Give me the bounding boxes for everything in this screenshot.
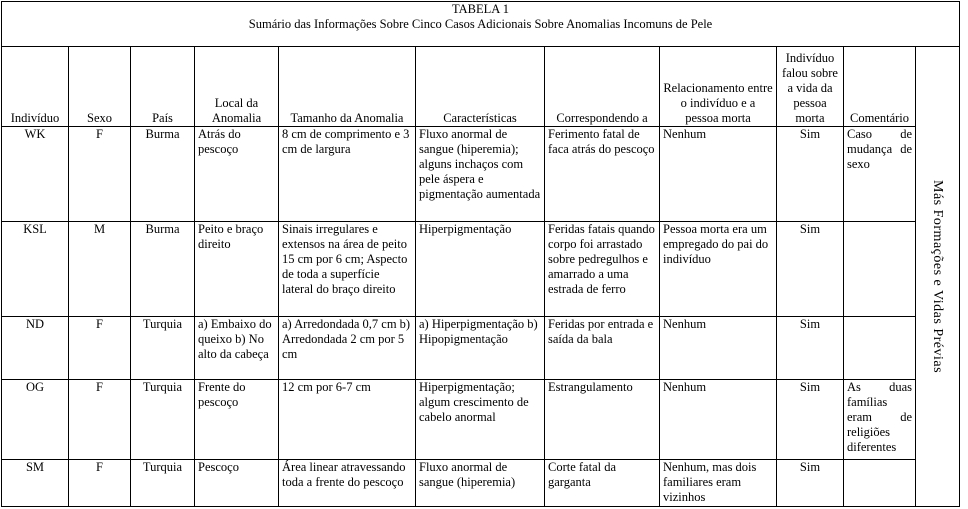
cell-individuo: OG xyxy=(2,380,69,460)
table-subtitle: Sumário das Informações Sobre Cinco Casos Adicionais Sobre Anomalias Incomuns de Pele xyxy=(248,17,713,31)
cell-correspondendo: Feridas por entrada e saída da bala xyxy=(545,317,660,380)
header-caracteristicas: Características xyxy=(416,47,545,127)
cell-tamanho: Área linear atravessando toda a frente do pescoço xyxy=(279,460,416,507)
cell-sexo: F xyxy=(69,127,131,222)
header-falou: Indivíduo falou sobre a vida da pessoa morta xyxy=(777,47,844,127)
table-row xyxy=(2,127,960,222)
table-row xyxy=(2,380,960,460)
header-local: Local da Anomalia xyxy=(195,47,279,127)
cell-relacionamento: Nenhum, mas dois familiares eram vizinhos xyxy=(660,460,777,507)
cell-individuo: SM xyxy=(2,460,69,507)
cell-caracteristicas: Fluxo anormal de sangue (hiperemia) xyxy=(416,460,545,507)
cell-correspondendo: Estrangulamento xyxy=(545,380,660,460)
cell-sexo: F xyxy=(69,460,131,507)
header-tamanho: Tamanho da Anomalia xyxy=(279,47,416,127)
cell-local: Atrás do pescoço xyxy=(195,127,279,222)
cell-local: a) Embaixo do queixo b) No alto da cabeça xyxy=(195,317,279,380)
cell-falou: Sim xyxy=(777,460,844,507)
cell-falou: Sim xyxy=(777,380,844,460)
cell-sexo: M xyxy=(69,222,131,317)
cell-correspondendo: Corte fatal da garganta xyxy=(545,460,660,507)
cell-falou: Sim xyxy=(777,127,844,222)
cell-caracteristicas: Hiperpigmentação; algum crescimento de cabelo anormal xyxy=(416,380,545,460)
cell-pais: Burma xyxy=(131,222,195,317)
cell-local: Peito e braço direito xyxy=(195,222,279,317)
cell-caracteristicas: Hiperpigmentação xyxy=(416,222,545,317)
cell-sexo: F xyxy=(69,317,131,380)
header-sexo: Sexo xyxy=(69,47,131,127)
cell-relacionamento: Nenhum xyxy=(660,127,777,222)
side-label-cell xyxy=(916,47,960,507)
cell-local: Pescoço xyxy=(195,460,279,507)
cell-comentario xyxy=(844,222,916,317)
cell-pais: Turquia xyxy=(131,460,195,507)
cell-relacionamento: Nenhum xyxy=(660,317,777,380)
cell-pais: Turquia xyxy=(131,380,195,460)
cell-comentario: As duas famílias eram de religiões diferentes xyxy=(844,380,916,460)
cell-comentario: Caso de mudança de sexo xyxy=(844,127,916,222)
cell-comentario xyxy=(844,460,916,507)
table-row xyxy=(2,317,960,380)
cell-tamanho: 12 cm por 6-7 cm xyxy=(279,380,416,460)
header-correspondendo: Correspondendo a xyxy=(545,47,660,127)
side-label: Más Formações e Vidas Prévias xyxy=(930,179,945,374)
cell-falou: Sim xyxy=(777,222,844,317)
summary-table xyxy=(1,1,960,507)
cell-tamanho: 8 cm de comprimento e 3 cm de largura xyxy=(279,127,416,222)
header-pais: País xyxy=(131,47,195,127)
cell-falou: Sim xyxy=(777,317,844,380)
header-relacionamento: Relacionamento entre o indivíduo e a pessoa morta xyxy=(660,47,777,127)
cell-pais: Burma xyxy=(131,127,195,222)
table-row xyxy=(2,460,960,507)
cell-caracteristicas: a) Hiperpigmentação b) Hipopigmentação xyxy=(416,317,545,380)
cell-correspondendo: Ferimento fatal de faca atrás do pescoço xyxy=(545,127,660,222)
header-individuo: Indivíduo xyxy=(2,47,69,127)
cell-sexo: F xyxy=(69,380,131,460)
cell-correspondendo: Feridas fatais quando corpo foi arrastado sobre pedregulhos e amarrado a uma estrada de ferro xyxy=(545,222,660,317)
cell-individuo: ND xyxy=(2,317,69,380)
cell-tamanho: a) Arredondada 0,7 cm b) Arredondada 2 cm por 5 cm xyxy=(279,317,416,380)
table-caption xyxy=(2,2,960,47)
cell-local: Frente do pescoço xyxy=(195,380,279,460)
cell-comentario xyxy=(844,317,916,380)
cell-individuo: WK xyxy=(2,127,69,222)
cell-pais: Turquia xyxy=(131,317,195,380)
cell-individuo: KSL xyxy=(2,222,69,317)
header-comentario: Comentário xyxy=(844,47,916,127)
cell-relacionamento: Pessoa morta era um empregado do pai do indivíduo xyxy=(660,222,777,317)
cell-tamanho: Sinais irregulares e extensos na área de peito 15 cm por 6 cm; Aspecto de toda a superfície lateral do braço direito xyxy=(279,222,416,317)
table-row xyxy=(2,222,960,317)
header-row xyxy=(2,47,960,127)
table-title: TABELA 1 xyxy=(452,2,509,16)
cell-caracteristicas: Fluxo anormal de sangue (hiperemia); alguns inchaços com pele áspera e pigmentação aumentada xyxy=(416,127,545,222)
cell-relacionamento: Nenhum xyxy=(660,380,777,460)
